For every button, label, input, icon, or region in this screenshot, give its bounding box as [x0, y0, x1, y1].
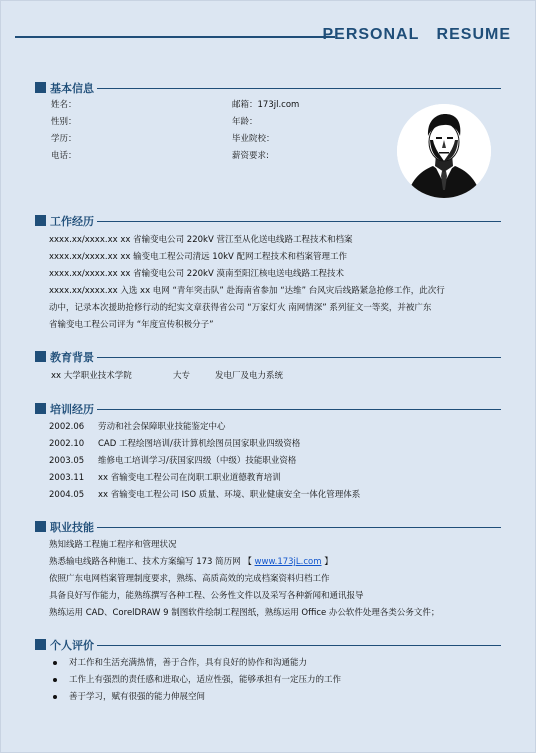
degree: 大专 — [173, 371, 191, 381]
phone-label: 电话： — [51, 151, 77, 161]
section-square-icon — [35, 82, 46, 93]
skill-line — [49, 556, 333, 568]
section-rule — [97, 527, 501, 528]
salary-label: 薪资要求: — [232, 151, 269, 161]
training-date: 2002.10 — [49, 439, 85, 449]
school-label: 毕业院校： — [232, 134, 275, 144]
section-square-icon — [35, 639, 46, 650]
section-square-icon — [35, 215, 46, 226]
header-rule — [15, 36, 335, 38]
section-education — [35, 350, 501, 364]
bullet-icon — [53, 678, 57, 682]
page-title: PERSONAL RESUME — [322, 26, 511, 43]
section-square-icon — [35, 351, 46, 362]
skill-line-text: 熟悉输电线路各种施工、技术方案编写 173 简历网 【 — [49, 557, 255, 567]
section-title: 基本信息 — [50, 82, 94, 95]
section-title: 教育背景 — [50, 351, 94, 364]
training-text: 劳动和社会保障职业技能鉴定中心 — [98, 422, 226, 432]
section-training — [35, 402, 501, 416]
section-skills — [35, 520, 501, 534]
training-date: 2002.06 — [49, 422, 85, 432]
work-line: xxxx.xx/xxxx.xx 入选 xx 电网 “青年突击队” 赴海南省参加 “达维” 台风灾后线路紧急抢修工作，此次行 — [49, 286, 445, 296]
gender-label: 性别： — [51, 117, 77, 127]
bullet-icon — [53, 661, 57, 665]
section-work — [35, 214, 501, 228]
training-date: 2004.05 — [49, 490, 85, 500]
section-square-icon — [35, 521, 46, 532]
bullet-icon — [53, 695, 57, 699]
school-name: xx 大学职业技术学院 — [51, 371, 132, 381]
website-link[interactable]: www.173jL.com — [254, 557, 322, 567]
skill-line: 具备良好写作能力，能熟练撰写各种工程、公务性文件以及采写各种新闻和通讯报导 — [49, 591, 364, 601]
skill-line: 依照广东电网档案管理制度要求，熟练、高质高效的完成档案资料归档工作 — [49, 574, 330, 584]
training-text: CAD 工程绘图培训/获计算机绘图员国家职业四级资格 — [98, 439, 301, 449]
section-rule — [97, 88, 501, 89]
work-line: 省输变电工程公司评为 “年度宣传积极分子” — [49, 320, 214, 330]
section-rule — [97, 357, 501, 358]
email-label: 邮箱：173jl.com — [232, 100, 300, 110]
age-label: 年龄： — [232, 117, 258, 127]
evaluation-item: 对工作和生活充满热情，善于合作，具有良好的协作和沟通能力 — [69, 658, 308, 668]
skill-line-text: 】 — [321, 557, 333, 567]
section-rule — [97, 409, 501, 410]
section-square-icon — [35, 403, 46, 414]
work-line: 动中，记录本次援助抢修行动的纪实文章获得省公司 “万家灯火 南网情深” 系列征文一等奖，并被广东 — [49, 303, 432, 313]
section-title: 工作经历 — [50, 215, 94, 228]
skill-line: 熟知线路工程施工程序和管理状况 — [49, 540, 177, 550]
major: 发电厂及电力系统 — [215, 371, 284, 381]
section-rule — [97, 645, 501, 646]
name-label: 姓名： — [51, 100, 77, 110]
section-title: 个人评价 — [50, 639, 94, 652]
work-line: xxxx.xx/xxxx.xx xx 省输变电公司 220kV 漠南至阳江核电送电线路工程技术 — [49, 269, 344, 279]
work-line: xxxx.xx/xxxx.xx xx 省输变电公司 220kV 营江至从化送电线路工程技术和档案 — [49, 235, 353, 245]
training-date: 2003.11 — [49, 473, 85, 483]
section-rule — [97, 221, 501, 222]
section-evaluation — [35, 638, 501, 652]
portrait-photo — [397, 104, 491, 198]
section-title: 职业技能 — [50, 521, 94, 534]
evaluation-item: 工作上有强烈的责任感和进取心，适应性强，能够承担有一定压力的工作 — [69, 675, 342, 685]
work-line: xxxx.xx/xxxx.xx xx 输变电工程公司清远 10kV 配网工程技术和档案管理工作 — [49, 252, 348, 262]
section-title: 培训经历 — [50, 403, 94, 416]
training-text: 维修电工培训学习/获国家四级（中级）技能职业资格 — [98, 456, 297, 466]
evaluation-item: 善于学习，赋有很强的能力伸展空间 — [69, 692, 206, 702]
training-text: xx 省输变电工程公司在岗职工职业道德教育培训 — [98, 473, 281, 483]
skill-line: 熟练运用 CAD、CorelDRAW 9 制图软件绘制工程图纸，熟练运用 Office 办公软件处理各类公务文件； — [49, 608, 440, 618]
education-label: 学历： — [51, 134, 77, 144]
section-basic-info — [35, 81, 501, 95]
training-text: xx 省输变电工程公司 ISO 质量、环境、职业健康安全一体化管理体系 — [98, 490, 361, 500]
training-date: 2003.05 — [49, 456, 85, 466]
